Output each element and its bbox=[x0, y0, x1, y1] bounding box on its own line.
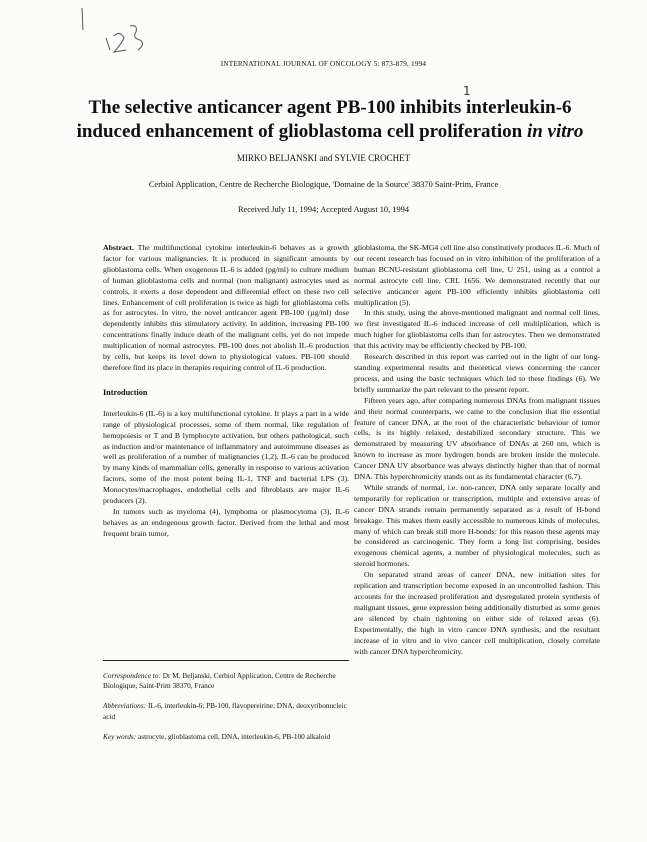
right-paragraph-1: glioblastoma, the SK-MG4 cell line also constitutively produces IL-6. Much of our recent research has focused on in vitro inhibition of the proliferation of a human BCNU-resistant glioblastoma cell line, U 251, using as a control a normal astrocyte cell line, CRL 1656. We demonstrated recently that our selective anticancer agent PB-100 efficiently inhibits glioblastoma cell multiplication (5). bbox=[354, 243, 600, 307]
intro-paragraph-1: Interleukin-6 (IL-6) is a key multifunctional cytokine. It plays a part in a wide range of physiological processes, some of them normal, like regulation of hemopoiesis or T and B lymphocyte activation, but others pathological, such as induction and/or maintenance of inflammatory and autoimmune diseases as well as proliferation of a number of malignancies (1,2). IL-6 can be produced by many kinds of mammalian cells, generally in response to various activation factors, some of the most potent being IL-1, TNF and bacterial LPS (3). Monocytes/macrophages, endothelial cells and fibroblasts are major IL-6 producers (2). bbox=[103, 408, 349, 506]
correspondence-text: Dr M. Beljanski, Cerbiol Application, Centre de Recherche Biologique, Saint-Prim 38370, France bbox=[103, 671, 336, 691]
affiliation: Cerbiol Application, Centre de Recherche Biologique, 'Domaine de la Source' 38370 Saint-Prim, France bbox=[148, 180, 499, 189]
right-paragraph-6: On separated strand areas of cancer DNA, new initiation sites for replication and transcription become exposed in an uncontrolled fashion. This accounts for the increased proliferation and dysregulated protein synthesis of malignant tissues, gene expression being additionally disturbed as some genes are silenced by chain tightening on either side of relaxed areas (6). Experimentally, the high in vitro cancer DNA synthesis, and the resultant increase of in vitro and in vivo cancer cell multiplication, closely correlate with cancer DNA hyperchromicity. bbox=[354, 570, 600, 656]
right-paragraph-3: Research described in this report was carried out in the light of our long-standing experimental results and theoretical views concerning the cancer process, and using the basic techniques which led to these findings (6). We briefly summarize the part relevant to the present report. bbox=[354, 352, 600, 394]
right-paragraph-4: Fifteen years ago, after comparing numerous DNAs from malignant tissues and their normal counterparts, we came to the conclusion that the essential feature of cancer DNA, at the root of the characteristic behaviour of tumor cells, is its highly relaxed, destabilized secondary structure. This we demonstrated by measuring UV absorbance of DNAs at 260 nm, which is known to increase as more hydrogen bonds are broken inside the molecule. Cancer DNA UV absorbance was always distinctly higher than that of normal DNA. This hyperchromicity stands out as its fundamental character (6,7). bbox=[354, 395, 600, 482]
left-column bbox=[103, 243, 349, 540]
keywords bbox=[103, 732, 349, 742]
intro-paragraph-2: In tumors such as myeloma (4), lymphoma or plasmocytoma (3), IL-6 behaves as an endogenous growth factor. Derived from the lethal and most frequent brain tumor, bbox=[103, 506, 349, 538]
footnotes bbox=[103, 660, 349, 752]
right-paragraph-5: While strands of normal, i.e. non-cancer, DNA only separate locally and temporarily for replication or transcription, multiple and extensive areas of cancer DNA strands remain permanently separated as a result of H-bond breakage. This makes them easily accessible to numerous kinds of molecules, many of which can break still more H-bonds: for this reason these agents may be considered as carcinogenic. They form a long list comprising, besides exogenous chemical agents, a number of physiological molecules, such as steroid hormones. bbox=[354, 482, 600, 569]
abbreviations-label: Abbreviations: bbox=[103, 701, 147, 711]
abstract-text: The multifunctional cytokine interleukin-6 behaves as a growth factor for various malignancies. It is produced in significant amounts by glioblastoma cells. When exogenous IL-6 is added (pg/ml) to culture medium of human glioblastoma cells and normal (non malignant) astrocytes used as controls, it exerts a dose dependent and differential effect on these two cell lines. Enhancement of cell proliferation is twice as high for glioblastoma cells as for astrocytes. In vitro, the novel anticancer agent PB-100 (µg/ml) dose dependently inhibits this stimulatory activity. In addition, increasing PB-100 concentrations finally induce death of the malignant cells, yet do not impede multiplication of normal astrocytes. PB-100 does not abolish IL-6 production by cells, but keeps its level down to physiological values. PB-100 should therefore find its place in therapies requiring control of IL-6 production. bbox=[103, 243, 349, 372]
right-paragraph-2: In this study, using the above-mentioned malignant and normal cell lines, we first investigated IL-6 induced increase of cell multiplication, which is much higher for glioblastoma cells than for astrocytes. Then we demonstrated that this activity may be efficiently checked by PB-100. bbox=[354, 308, 600, 351]
paper-title-main: The selective anticancer agent PB-100 inhibits interleukin-6 induced enhancement of glioblastoma cell proliferation bbox=[76, 97, 572, 142]
abstract bbox=[103, 243, 349, 374]
keywords-text: astrocyte, glioblastoma cell, DNA, interleukin-6, PB-100 alkaloid bbox=[138, 731, 331, 741]
right-column bbox=[354, 243, 600, 657]
paper-title bbox=[60, 96, 600, 144]
correspondence-label: Correspondence to: bbox=[103, 671, 161, 680]
handwritten-scribble bbox=[80, 8, 150, 58]
received-dates: Received July 11, 1994; Accepted August 10, 1994 bbox=[237, 205, 410, 214]
abbreviations-text: IL-6, interleukin-6; PB-100, flavopereirine; DNA, deoxyribonucleic acid bbox=[103, 701, 347, 721]
authors: MIRKO BELJANSKI and SYLVIE CROCHET bbox=[236, 153, 411, 163]
correspondence bbox=[103, 671, 349, 691]
handwritten-page-mark: 1 bbox=[463, 84, 471, 98]
keywords-label: Key words: bbox=[103, 731, 137, 741]
journal-header: INTERNATIONAL JOURNAL OF ONCOLOGY 5: 873-879, 1994 bbox=[220, 60, 427, 68]
abbreviations bbox=[103, 701, 349, 721]
paper-title-italic: in vitro bbox=[526, 121, 584, 142]
introduction-heading: Introduction bbox=[103, 387, 148, 397]
abstract-label: Abstract. bbox=[103, 243, 134, 252]
